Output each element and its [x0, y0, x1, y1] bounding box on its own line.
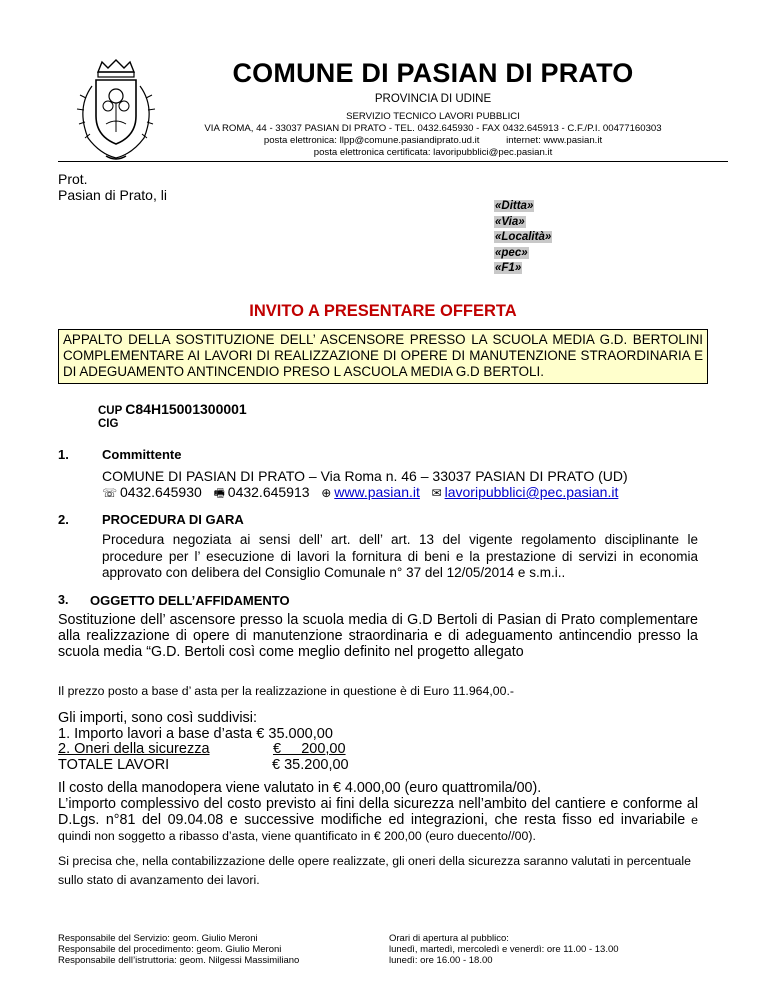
document-heading: INVITO A PRESENTARE OFFERTA	[249, 302, 517, 320]
recipient-localita: «Località»	[495, 231, 552, 243]
cig-label: CIG	[98, 418, 119, 430]
header-divider	[58, 161, 728, 162]
section-2-text: Procedura negoziata ai sensi dell’ art. dell’ art. 13 del vigente regolamento disciplinante le procedure per l’ esecuzione di lavori la fornitura di beni e la prestazione di servizi in economia approvato con delibera del Consiglio Comunale n° 37 del 12/05/2014 e s.m.i..	[102, 532, 698, 580]
footer-line: Responsabile del Servizio: geom. Giulio Meroni	[58, 933, 258, 944]
fax-icon: 🖷	[213, 486, 225, 500]
place-date: Pasian di Prato, li	[58, 187, 167, 203]
office-label: SERVIZIO TECNICO LAVORI PUBBLICI	[346, 111, 520, 122]
amounts-intro: Gli importi, sono così suddivisi:	[58, 710, 258, 726]
page-title: COMUNE DI PASIAN DI PRATO	[232, 58, 634, 88]
phone-icon: ☏	[102, 486, 118, 500]
committente-address: COMUNE DI PASIAN DI PRATO – Via Roma n. 46 – 33037 PASIAN DI PRATO (UD)	[102, 468, 628, 484]
subject-box: APPALTO DELLA SOSTITUZIONE DELL’ ASCENSORE PRESSO LA SCUOLA MEDIA G.D. BERTOLINI COMPLEMENTARE AI LAVORI DI REALIZZAZIONE DI OPERE DI MANUTENZIONE STRAORDINARIA E DI ADEGUAMENTO ANTINCENDIO PRESO L ASCUOLA MEDIA G.D BERTOLI.	[58, 329, 708, 384]
committente-contacts	[102, 484, 698, 502]
footer-line: Orari di apertura al pubblico:	[389, 933, 509, 944]
section-3-number: 3.	[58, 593, 69, 607]
prot-label: Prot.	[58, 171, 88, 187]
amount-value: € 35.000,00	[256, 725, 333, 742]
amount-label: TOTALE LAVORI	[58, 756, 170, 773]
recipient-pec: «pec»	[495, 246, 528, 259]
pec-line: posta elettronica certificata: lavoripubblici@pec.pasian.it	[313, 147, 553, 158]
footer-responsibles	[58, 933, 299, 967]
section-3-title: OGGETTO DELL’AFFIDAMENTO	[90, 593, 290, 608]
price-base: Il prezzo posto a base d’ asta per la realizzazione in questione è di Euro 11.964,00.-	[58, 684, 514, 698]
cup-label: CUP	[98, 405, 123, 417]
recipient-via: «Via»	[495, 215, 525, 228]
labour-cost: Il costo della manodopera viene valutato in € 4.000,00 (euro quattromila/00).	[58, 780, 542, 796]
website-link[interactable]: www.pasian.it	[334, 484, 420, 500]
section-2-title: PROCEDURA DI GARA	[102, 512, 244, 527]
amount-label: 1. Importo lavori a base d’asta	[58, 725, 253, 742]
section-2-number: 2.	[58, 512, 69, 527]
recipient-ditta: «Ditta»	[495, 200, 534, 212]
footer-line: lunedì, martedì, mercoledì e venerdì: ore 11.00 - 13.00	[389, 944, 619, 956]
safety-text-part2: e quindi non soggetto a ribasso d’asta, viene quantificato in € 200,00 (euro duecento//00).	[58, 813, 698, 843]
recipient-f1: «F1»	[495, 262, 522, 274]
globe-icon: ⊕	[321, 486, 332, 500]
footer-opening-hours	[389, 933, 619, 967]
section-1-number: 1.	[58, 447, 69, 462]
safety-cost-text	[58, 796, 698, 844]
cup-value: C84H15001300001	[125, 401, 247, 417]
safety-text-part1: L’importo complessivo del costo previsto ai fini della sicurezza nell’ambito del cantiere e conforme al D.Lgs. n°81 del 09.04.08 e successive modifiche ed integrazioni, che resta fisso ed invariabile	[58, 796, 698, 828]
province-label: PROVINCIA DI UDINE	[374, 93, 492, 105]
email-line: posta elettronica: llpp@comune.pasiandiprato.ud.it internet: www.pasian.it	[263, 135, 603, 146]
mail-icon: ✉	[431, 486, 442, 500]
address-line: VIA ROMA, 44 - 33037 PASIAN DI PRATO - TEL. 0432.645930 - FAX 0432.645913 - C.F./P.I. 00477160303	[204, 123, 662, 134]
fax-number: 0432.645913	[227, 484, 310, 500]
section-3-text: Sostituzione dell’ ascensore presso la scuola media di G.D Bertoli di Pasian di Prato complementare alla realizzazione di opere di manutenzione straordinaria e di adeguamento antincendio presso la scuola media “G.D. Bertoli così come meglio definito nel progetto allegato	[58, 612, 698, 660]
amounts-table	[58, 711, 349, 773]
email-link[interactable]: lavoripubblici@pec.pasian.it	[444, 484, 619, 500]
recipient-fields	[494, 199, 552, 277]
footer-line: Responsabile dell’istruttoria: geom. Nilgessi Massimiliano	[58, 955, 300, 967]
accounting-note: Si precisa che, nella contabilizzazione delle opere realizzate, gli oneri della sicurezza saranno valutati in percentuale sullo stato di avanzamento dei lavori.	[58, 854, 691, 887]
amount-row	[58, 742, 349, 758]
amount-value: € 200,00	[273, 741, 346, 757]
phone-number: 0432.645930	[120, 484, 202, 500]
amount-row	[58, 727, 349, 743]
amount-label: 2. Oneri della sicurezza	[58, 741, 210, 757]
municipal-crest-logo	[70, 58, 162, 166]
amount-value: € 35.200,00	[272, 756, 349, 773]
cup-line	[98, 401, 247, 417]
footer-line: lunedì: ore 16.00 - 18.00	[389, 955, 493, 967]
footer-line: Responsabile del procedimento: geom. Giulio Meroni	[58, 944, 282, 956]
section-1-title: Committente	[102, 447, 182, 462]
amount-row	[58, 758, 349, 774]
